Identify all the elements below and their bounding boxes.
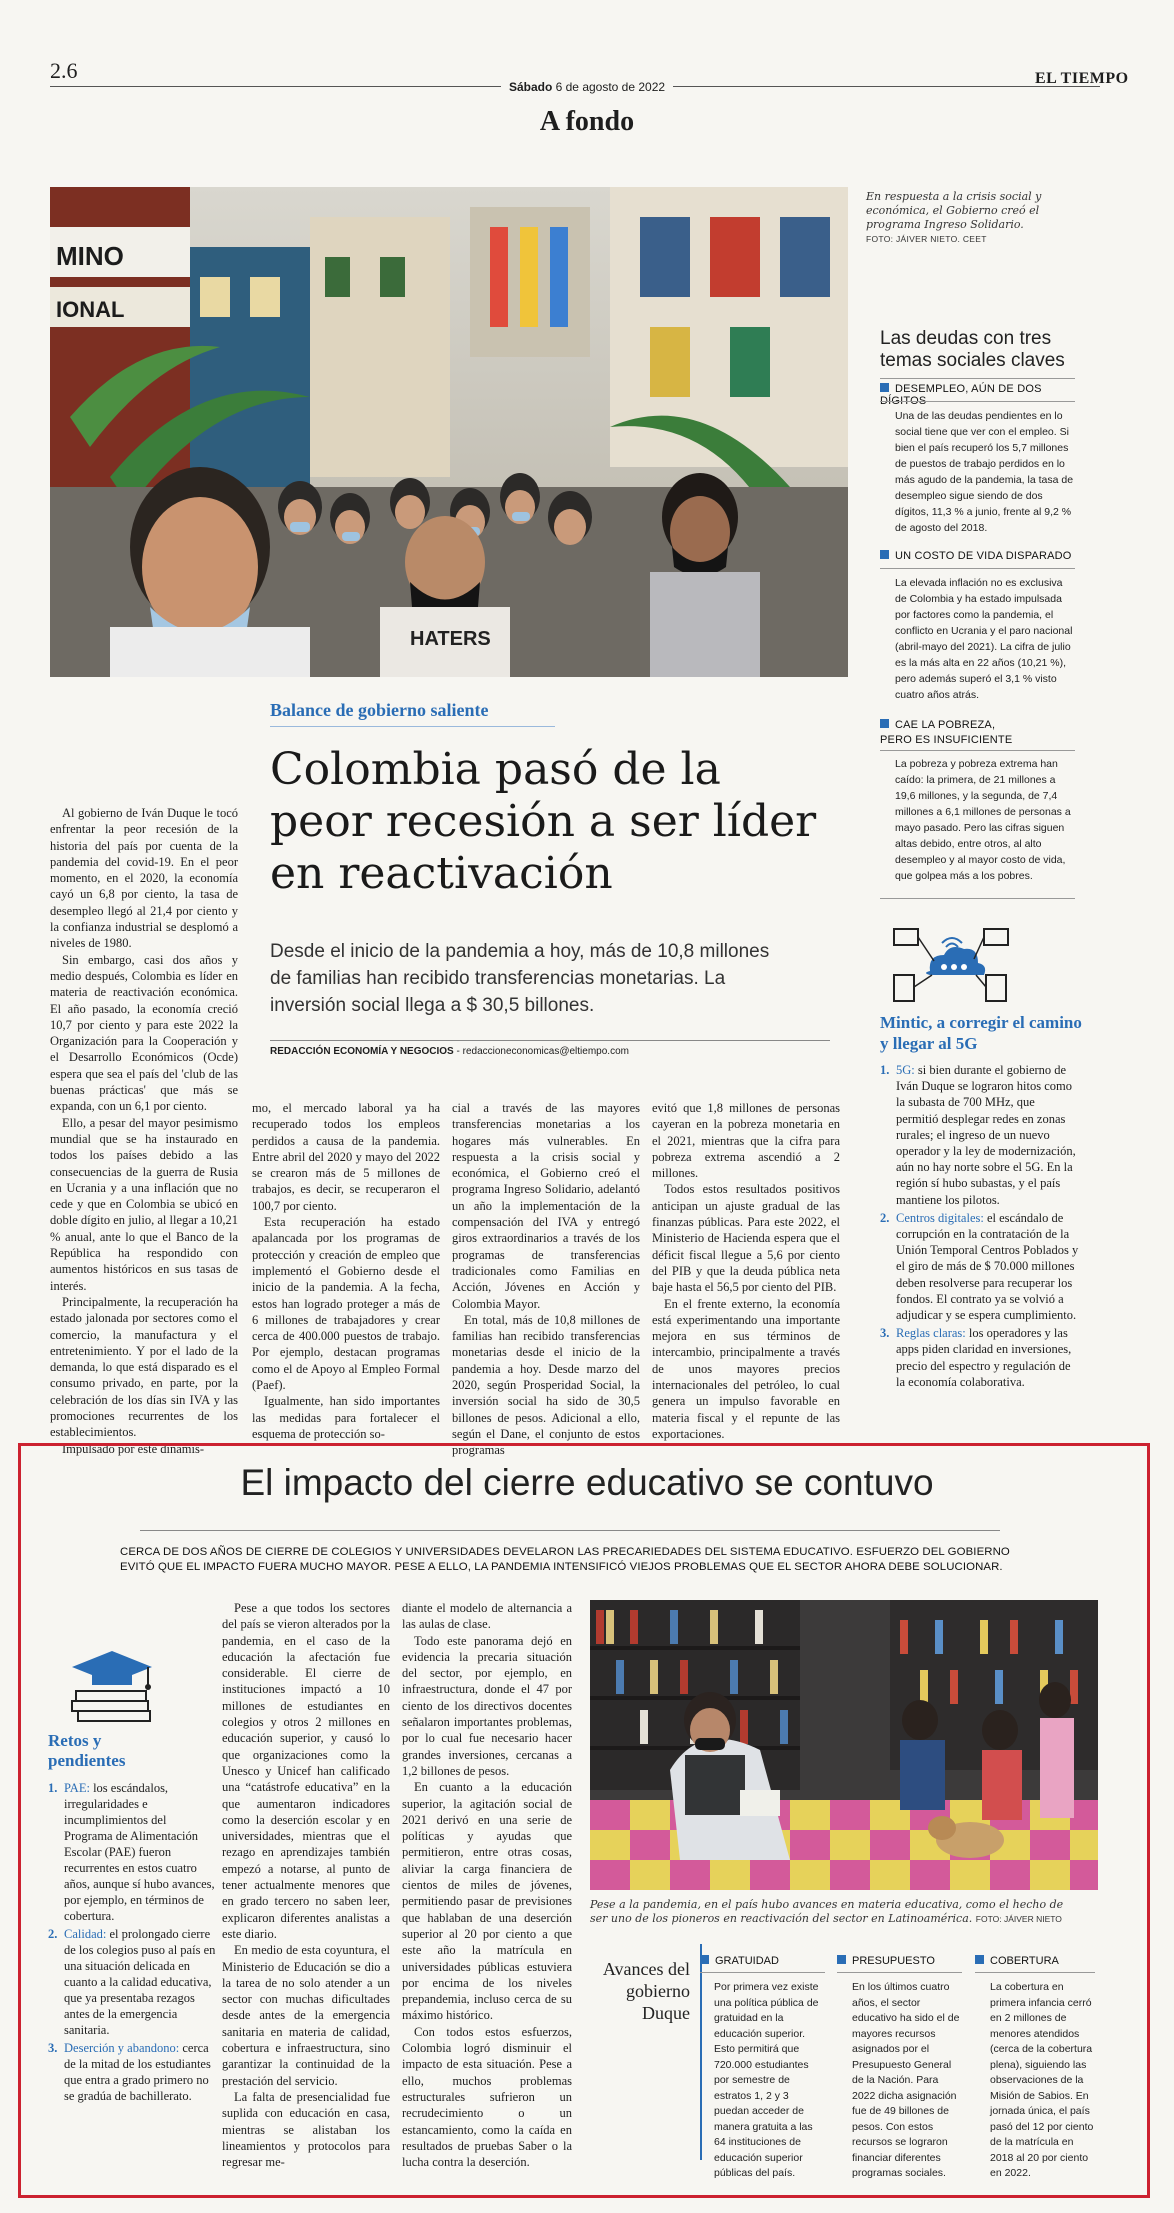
avances-title: Avances del gobierno Duque (602, 1959, 690, 2023)
list-item-lead: Reglas claras: (896, 1326, 966, 1341)
article-column-2 (252, 1100, 440, 1442)
paragraph: Todo este panorama dejó en evidencia la precaria situación del sector, por ejemplo, en infraestructura, donde el 47 por ciento de los directivos docentes señalaron importantes problemas, por lo cual fue necesario hacer grandes inversiones, cercanas a 1,2 billones de pesos. (402, 1633, 572, 1778)
sidebar-rule (880, 568, 1075, 569)
byline-author: REDACCIÓN ECONOMÍA Y NEGOCIOS (270, 1046, 454, 1057)
paragraph: La falta de presencialidad fue suplida con educación en casa, mientras se alistaban los lineamientos y protocolos para regresar me- (222, 2089, 390, 2170)
list-item-text: los operadores y las apps piden claridad en inversiones, precio del espectro y regulación de la economía colaborativa. (896, 1326, 1072, 1389)
avances-rule (837, 1972, 962, 1973)
date-weekday: Sábado (508, 80, 553, 94)
paragraph: Pese a que todos los sectores del país se vieron alterados por la pandemia, en el caso de la educación la afectación fue considerable. El cierre de instituciones impactó a 10 millones de estudiantes en colegios y otros 2 millones en educación superior, y causó lo que organizaciones como la Unesco y Unicef han calificado una “catástrofe educativa” en la que aumentaron indicadores como la deserción escolar y en universidades, mientras que el rezago en aprendizajes también empezó a notarse, al punto de tener actualmente menores que en grado tercero no saben leer, explicaron diferentes analistas a este diario. (222, 1601, 390, 1941)
sidebar-heading-cost-of-living: UN COSTO DE VIDA DISPARADO (880, 550, 1080, 562)
sidebar-heading-unemployment: DESEMPLEO, AÚN DE DOS DÍGITOS (880, 383, 1080, 407)
list-item (48, 2040, 218, 2104)
paragraph: En medio de esta coyuntura, el Ministerio de Educación se dio a la tarea de no solo atender a un sector con muchas dificultades desde antes de la emergencia sanitaria en materia de calidad, cobertura e infraestructura, sino garantizar la continuidad de la prestación del servicio. (222, 1943, 390, 2088)
paragraph: En total, más de 10,8 millones de familias han recibido transferencias monetarias desde el inicio de la pandemia a hoy. Desde marzo del 2020, según Prosperidad Social, la inversión social ha sido de 30,5 billones de pesos. Adicional a ello, según el Dane, el conjunto de estos programas (452, 1312, 640, 1458)
svg-text:HATERS: HATERS (410, 628, 491, 650)
photo-credit: FOTO: JÁIVER NIETO. CEET (866, 234, 987, 244)
list-item-text: cerca de la mitad de los estudiantes que entra a grado primero no se gradúa de bachillerato. (64, 2041, 211, 2103)
list-item (880, 1325, 1080, 1390)
paragraph: diante el modelo de alternancia a las aulas de clase. (402, 1601, 572, 1632)
paragraph: Al gobierno de Iván Duque le tocó enfrentar la peor recesión de la historia del país por cuenta de la pandemia del covid-19. En el peor momento, en el 2020, la economía cayó un 6,8 por ciento, la tasa de desempleo llegó al 21,4 por ciento y la confianza industrial se desplomó a niveles de 1980. (50, 806, 238, 951)
list-number: 3. (880, 1326, 890, 1341)
avances-text-presupuesto: En los últimos cuatro años, el sector educativo ha sido el de mayores recursos asignados por el Presupuesto General de la Nación. Para 2022 dicha asignación fue de 49 billones de pesos. Con estos recursos se lograron financiar diferentes programas sociales. (852, 1981, 960, 2179)
education-lead: CERCA DE DOS AÑOS DE CIERRE DE COLEGIOS Y UNIVERSIDADES DEVELARON LAS PRECARIEDADES DEL SISTEMA EDUCATIVO. ESFUERZO DEL GOBIERNO EVITÓ QUE EL IMPACTO FUERA MUCHO MAYOR. PESE A ELLO, LA PANDEMIA INTENSIFICÓ VIEJOS PROBLEMAS QUE EL SECTOR AHORA DEBE SOLUCIONAR. (120, 1546, 1010, 1573)
list-number: 1. (48, 1781, 58, 1795)
article-column-3 (452, 1100, 640, 1459)
kicker-rule (270, 726, 555, 727)
sidebar-rule (880, 750, 1075, 751)
retos-title: Retos y pendientes (48, 1731, 126, 1770)
avances-text-cobertura: La cobertura en primera infancia cerró en 2 millones de menores atendidos (cerca de la cobertura plena), siguiendo las observaciones de la Misión de Sabios. En jornada única, el país pasó del 12 por ciento de la matrícula en 2018 al 20 por ciento en 2022. (990, 1981, 1094, 2179)
list-item (48, 1780, 218, 1924)
paragraph: Igualmente, han sido importantes las medidas para fortalecer el esquema de protección so- (252, 1394, 440, 1441)
library-students-photo (590, 1600, 1098, 1890)
list-item-lead: Deserción y abandono: (64, 2041, 180, 2055)
paragraph: Sin embargo, casi dos años y medio después, Colombia es líder en materia de reactivación económica. El año pasado, la economía creció 10,7 por ciento y para este 2022 la Organización para la Cooperación y el Desarrollo Económicos (Ocde) espera que sea el país del 'club de las buenas prácticas' que más se expanda, con un 6,1 por ciento. (50, 952, 238, 1114)
article-kicker: Balance de gobierno saliente (270, 700, 489, 720)
photo-caption (866, 190, 1046, 246)
sidebar-text-unemployment: Una de las deudas pendientes en lo social tiene que ver con el empleo. Si bien el país recuperó los 5,7 millones de puestos de trabajo perdidos en lo más agudo de la pandemia, la tasa de desempleo sigue siendo de dos dígitos, 11,3 % a junio, frente al 9,2 % de agosto del 2018. (895, 410, 1074, 534)
list-item-text: si bien durante el gobierno de Iván Duque se lograron hitos como la subasta de 700 MHz, que permitió desplegar redes en zonas rurales; el ingreso de un nuevo operador y la ley de modernización, aún no hay norte sobre el 5G. En la región sí hubo subastas, y el país mantiene los pilotos. (896, 1063, 1076, 1207)
avances-divider (700, 1944, 702, 2160)
avances-rule (700, 1972, 825, 1973)
education-caption-text: Pese a la pandemia, en el país hubo avances en materia educativa, como el hecho de ser uno de los pioneros en reactivación del sector en Latinoamérica. (590, 1898, 1064, 1925)
education-title: El impacto del cierre educativo se contuvo (240, 1462, 934, 1503)
paragraph: mo, el mercado laboral ya ha recuperado todos los empleos perdidos a causa de la pandemia. Entre abril del 2020 y mayo del 2022 se crearon más de 5 millones de trabajos, es decir, se recuperaron el 100,7 por ciento. (252, 1101, 440, 1213)
article-column-1 (50, 805, 238, 1457)
svg-text:IONAL: IONAL (56, 297, 125, 322)
education-column-2 (402, 1600, 572, 2170)
paragraph: Todos estos resultados positivos anticipan un ajuste gradual de las finanzas públicas. Para este 2022, el Ministerio de Hacienda espera que el déficit fiscal llegue a 5,6 por ciento del PIB y que la deuda pública neta baje hasta el 56,5 por ciento del PIB. (652, 1182, 840, 1295)
newspaper-name: EL TIEMPO (1035, 70, 1129, 87)
avances-heading-gratuidad: GRATUIDAD (700, 1955, 825, 1967)
mintic-list (880, 1062, 1080, 1392)
byline-rule (270, 1040, 830, 1041)
education-photo-caption (590, 1898, 1080, 1926)
education-column-1 (222, 1600, 390, 2170)
list-item-text: el prolongado cierre de los colegios puso al país en una situación delicada en cuanto a la calidad educativa, que ya presentaba rezagos antes de la emergencia sanitaria. (64, 1927, 216, 2037)
list-item (48, 1926, 218, 2038)
list-item-lead: Calidad: (64, 1927, 107, 1941)
photo-caption-text: En respuesta a la crisis social y económica, el Gobierno creó el programa Ingreso Solidario. (866, 190, 1042, 231)
byline-email: - redaccioneconomicas@eltiempo.com (453, 1046, 629, 1057)
avances-heading-cobertura: COBERTURA (975, 1955, 1100, 1967)
svg-text:MINO: MINO (56, 241, 124, 271)
mintic-title: Mintic, a corregir el camino y llegar al 5G (880, 1013, 1082, 1053)
books-graduation-cap-icon (62, 1645, 162, 1725)
list-item-lead: Centros digitales: (896, 1210, 984, 1225)
list-item (880, 1062, 1080, 1208)
sidebar-text-poverty: La pobreza y pobreza extrema han caído: la primera, de 21 millones a 19,6 millones, y la segunda, de 7,4 millones a 6,1 millones de personas a mayo pasado. Pero las cifras siguen altas debido, entre otros, al alto desempleo y al mayor costo de vida, que golpea más a los pobres. (895, 758, 1071, 882)
sidebar-text-cost-of-living: La elevada inflación no es exclusiva de Colombia y ha estado impulsada por factores como la pandemia, el conflicto en Ucrania y el paro nacional (abril-mayo del 2021). La cifra de julio es la más alta en 22 años (10,21 %), pero además superó el 3,1 % visto cuatro años atrás. (895, 577, 1073, 701)
paragraph: Con todos estos esfuerzos, Colombia logró disminuir el impacto de esta situación. Pese a ello, muchos problemas estructurales sufrieron un recrudecimiento o un estancamiento, como la caída en resultados de pruebas Saber o la lucha contra la deserción. (402, 2024, 572, 2170)
section-title: A fondo (539, 106, 635, 137)
publication-date (0, 80, 1174, 94)
list-item-lead: 5G: (896, 1063, 915, 1077)
paragraph: En cuanto a la educación superior, la agitación social de 2021 derivó en una serie de políticas y ayudas que permitieron, entre otras cosas, aliviar la carga financiera de cientos de miles de jóvenes, permitiendo pasar de previsiones que hablaban de una deserción superior al 20 por ciento a que este año la matrícula en universidades públicas estuviera por encima de los niveles prepandemia, incluso cerca de su máximo histórico. (402, 1780, 572, 2023)
paragraph: evitó que 1,8 millones de personas cayeran en la pobreza monetaria en el 2021, mientras que la cifra para pobreza extrema ascendió a 2 millones. (652, 1101, 840, 1181)
avances-rule (975, 1972, 1095, 1973)
education-photo-credit: FOTO: JÁIVER NIETO (975, 1914, 1062, 1924)
list-item-text: los escándalos, irregularidades e incumplimientos del Programa de Alimentación Escolar (PAE) fueron recurrentes en estos cuatro años, aunque sí hubo avances, por ejemplo, en términos de cobertura. (64, 1781, 215, 1923)
list-number: 3. (48, 2041, 58, 2055)
retos-list (48, 1780, 218, 2106)
list-item-lead: PAE: (64, 1781, 90, 1795)
page-number: 2.6 (50, 58, 78, 83)
paragraph: Principalmente, la recuperación ha estado jalonada por sectores como el comercio, la manufactura y el entretenimiento. Y por el lado de la demanda, lo que está disparado es el consumo privado, en parte, por la celebración de los días sin IVA y las promociones recurrentes de los establecimientos. (50, 1294, 238, 1440)
list-number: 2. (880, 1210, 890, 1225)
paragraph: cial a través de las mayores transferencias monetarias a los hogares más vulnerables. En respuesta a la crisis social y económica, el Gobierno creó el programa Ingreso Solidario, adelantó un año la implementación de la compensación del IVA y entregó giros extraordinarios a través de los programas de transferencias tradicionales como Familias en Acción, Jóvenes en Acción y Colombia Mayor. (452, 1101, 640, 1311)
sidebar-heading-poverty: CAE LA POBREZA, PERO ES INSUFICIENTE (880, 718, 1030, 748)
street-crowd-photo (50, 187, 848, 677)
list-item-text: el escándalo de corrupción en la contratación de la Unión Temporal Centros Poblados y el giro de más de $ 70.000 millones deben resolverse para recuperar los fondos. El contrato ya se volvió a adjudicar y se espera cumplimiento. (896, 1210, 1079, 1323)
sidebar-rule (880, 401, 1075, 402)
article-headline: Colombia pasó de la peor recesión a ser líder en reactivación (270, 744, 817, 899)
article-column-4 (652, 1100, 840, 1442)
paragraph: En el frente externo, la economía está experimentando una importante mejora en sus términos de intercambio, principalmente a través de unos mayores precios internacionales del petróleo, lo cual genera un impulso favorable en materia fiscal y el repunte de las exportaciones. (652, 1296, 840, 1441)
paragraph: Esta recuperación ha estado apalancada por los programas de protección y creación de empleo que implementó el Gobierno desde el inicio de la pandemia. A la fecha, estos han logrado proteger a más de 6 millones de trabajadores y crear cerca de 400.000 puestos de trabajo. Por ejemplo, destacan programas como el de Apoyo al Empleo Formal (Paef). (252, 1215, 440, 1393)
cloud-network-icon (892, 925, 1012, 1005)
date-text: 6 de agosto de 2022 (555, 80, 666, 94)
list-item (880, 1210, 1080, 1323)
article-deck: Desde el inicio de la pandemia a hoy, más de 10,8 millones de familias han recibido transferencias monetarias. La inversión social llega a $ 30,5 billones. (270, 941, 770, 1016)
sidebar-rule (880, 898, 1075, 899)
paragraph: Impulsado por este dinamis- (62, 1441, 204, 1456)
paragraph: Ello, a pesar del mayor pesimismo mundial que se ha instaurado en todos los países debido a las consecuencias de la guerra de Rusia en Ucrania y a una inflación que no cede y que en Colombia se ubicó en doble dígito en julio, al llegar a 10,21 % anual, ante lo que el Banco de la República ha respondido con aumentos históricos en sus tasas de interés. (50, 1115, 238, 1293)
list-number: 1. (880, 1063, 890, 1077)
list-number: 2. (48, 1927, 58, 1941)
avances-heading-presupuesto: PRESUPUESTO (837, 1955, 962, 1967)
sidebar-rule (880, 378, 1075, 379)
education-title-rule (140, 1530, 1000, 1531)
article-byline (270, 1046, 629, 1057)
sidebar-title: Las deudas con tres temas sociales claves (880, 328, 1065, 371)
avances-text-gratuidad: Por primera vez existe una política pública de gratuidad en la educación superior. Esto permitirá que 720.000 estudiantes por semestre de estratos 1, 2 y 3 puedan acceder de manera gratuita a las 64 instituciones de educación superior públicas del país. (714, 1981, 819, 2179)
